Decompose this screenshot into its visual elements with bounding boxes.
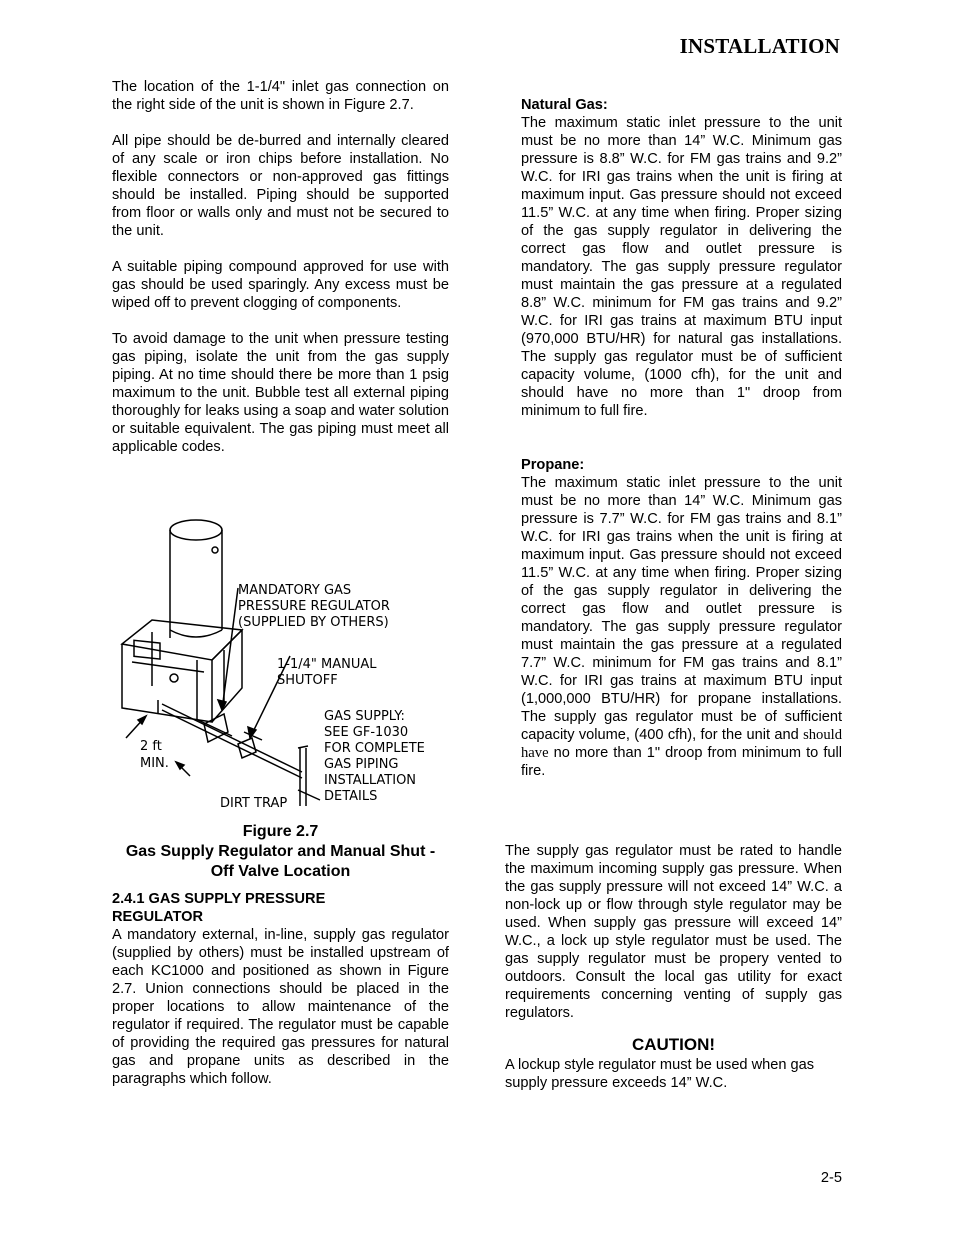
propane-body-serif: should have xyxy=(521,727,842,761)
label-dimension-2ft: 2 ft xyxy=(140,739,162,754)
left-column-text xyxy=(112,78,449,456)
section-title-line1: 2.4.1 GAS SUPPLY PRESSURE xyxy=(112,891,326,907)
page-number: 2-5 xyxy=(820,1170,842,1186)
right-column-regulator-rating xyxy=(505,842,842,1092)
natural-gas-heading: Natural Gas: xyxy=(521,97,608,113)
propane-body-part2: no more than 1" droop from minimum to full fire. xyxy=(521,745,842,779)
label-dimension-min: MIN. xyxy=(140,756,169,771)
paragraph-pressure-testing: To avoid damage to the unit when pressure testing gas piping, isolate the unit from the gas supply piping. At no time should there be more than 1 psig maximum to the unit. Bubble test all external piping thoroughly for leaks using a soap and water solution or suitable equivalent. The gas piping must meet all applicable codes. xyxy=(112,331,449,455)
propane-body-part1: The maximum static inlet pressure to the unit must be no more than 14” W.C. Minimum gas pressure is 7.7” W.C. for FM gas trains and 8.1” W.C. for IRI gas trains when the unit is firing at maximum input. Gas pressure should not exceed 11.5” W.C. at any time when firing. Proper sizing of the gas supply regulator in delivering the correct gas flow and outlet pressure is mandatory. The gas supply pressure regulator must maintain the gas pressure at a regulated 7.7” W.C. minimum for FM gas trains and 8.1” W.C. for IRI gas trains at maximum BTU input (1,000,000 BTU/HR) for propane installations. The supply gas regulator must be of sufficient capacity volume, (400 cfh), for the unit and xyxy=(521,475,842,743)
caution-heading: CAUTION! xyxy=(631,1035,716,1054)
figure-gas-supply-diagram xyxy=(112,510,452,810)
gas-piping-illustration xyxy=(112,510,452,810)
section-title-line2: REGULATOR xyxy=(112,909,204,925)
page-header-title: INSTALLATION xyxy=(679,34,840,58)
label-supply-line1: GAS SUPPLY: xyxy=(324,709,405,724)
label-supply-line2: SEE GF-1030 xyxy=(324,725,409,740)
paragraph-piping-compound: A suitable piping compound approved for use with gas should be used sparingly. Any excess must be wiped off to prevent clogging of components. xyxy=(112,259,449,311)
propane-body xyxy=(521,474,842,780)
label-dirt-trap: DIRT TRAP xyxy=(220,796,288,810)
paragraph-inlet-location: The location of the 1-1/4" inlet gas connection on the right side of the unit is shown in Figure 2.7. xyxy=(112,79,449,113)
figure-title-line2: Off Valve Location xyxy=(210,863,351,880)
label-supply-line3: FOR COMPLETE xyxy=(324,741,425,756)
label-regulator-line3: (SUPPLIED BY OTHERS) xyxy=(238,615,389,630)
caution-body: A lockup style regulator must be used when gas supply pressure exceeds 14” W.C. xyxy=(505,1057,815,1091)
label-regulator-line2: PRESSURE REGULATOR xyxy=(238,599,390,614)
propane-heading: Propane: xyxy=(521,457,585,473)
natural-gas-body: The maximum static inlet pressure to the unit must be no more than 14” W.C. Minimum gas pressure is 8.8” W.C. for FM gas trains and 9.2” W.C. for IRI gas trains when the unit is firing at maximum input. Gas pressure should not exceed 11.5” W.C. at any time when firing. Proper sizing of the gas supply regulator in delivering the correct gas flow and outlet pressure is mandatory. The gas supply pressure regulator must maintain the gas pressure at a regulated 8.8” W.C. minimum for FM gas trains and 9.2” W.C. for IRI gas trains at maximum BTU input (970,000 BTU/HR) for natural gas installations. The supply gas regulator must be of sufficient capacity volume, (1000 cfh), for the unit and should have no more than 1" droop from minimum to full fire. xyxy=(521,115,842,419)
label-shutoff-line1: 1-1/4" MANUAL xyxy=(277,657,377,672)
figure-caption xyxy=(112,822,449,882)
regulator-rating-body: The supply gas regulator must be rated to handle the maximum incoming supply gas pressure. When the gas supply pressure will not exceed 14” W.C. a non-lock up or flow through style regulator may be used. When supply gas pressure will exceed 14” W.C., a lock up style regulator must be used. The gas supply regulator must be propery vented to outdoors. Consult the local gas utility for exact requirements concerning venting of supply gas regulators. xyxy=(505,843,842,1021)
paragraph-pipe-deburred: All pipe should be de-burred and internally cleared of any scale or iron chips before installation. No flexible connectors or non-approved gas fittings should be installed. Piping should be supported from floor or walls only and must not be secured to the unit. xyxy=(112,133,449,239)
section-gas-supply-regulator xyxy=(112,890,449,1088)
right-column-natural-propane xyxy=(521,96,842,780)
section-body: A mandatory external, in-line, supply gas regulator (supplied by others) must be installed upstream of each KC1000 and positioned as shown in Figure 2.7. Union connections should be placed in the proper locations to allow maintenance of the regulator if required. The regulator must be capable of providing the required gas pressures for natural gas and propane units as described in the paragraphs which follow. xyxy=(112,927,449,1087)
label-supply-line5: INSTALLATION xyxy=(324,773,417,788)
label-shutoff-line2: SHUTOFF xyxy=(277,673,338,688)
label-supply-line6: DETAILS xyxy=(324,789,378,804)
figure-title-line1: Gas Supply Regulator and Manual Shut - xyxy=(125,843,436,860)
figure-number: Figure 2.7 xyxy=(242,823,319,840)
label-regulator-line1: MANDATORY GAS xyxy=(238,583,352,598)
label-supply-line4: GAS PIPING xyxy=(324,757,399,772)
vent-top xyxy=(170,520,222,540)
